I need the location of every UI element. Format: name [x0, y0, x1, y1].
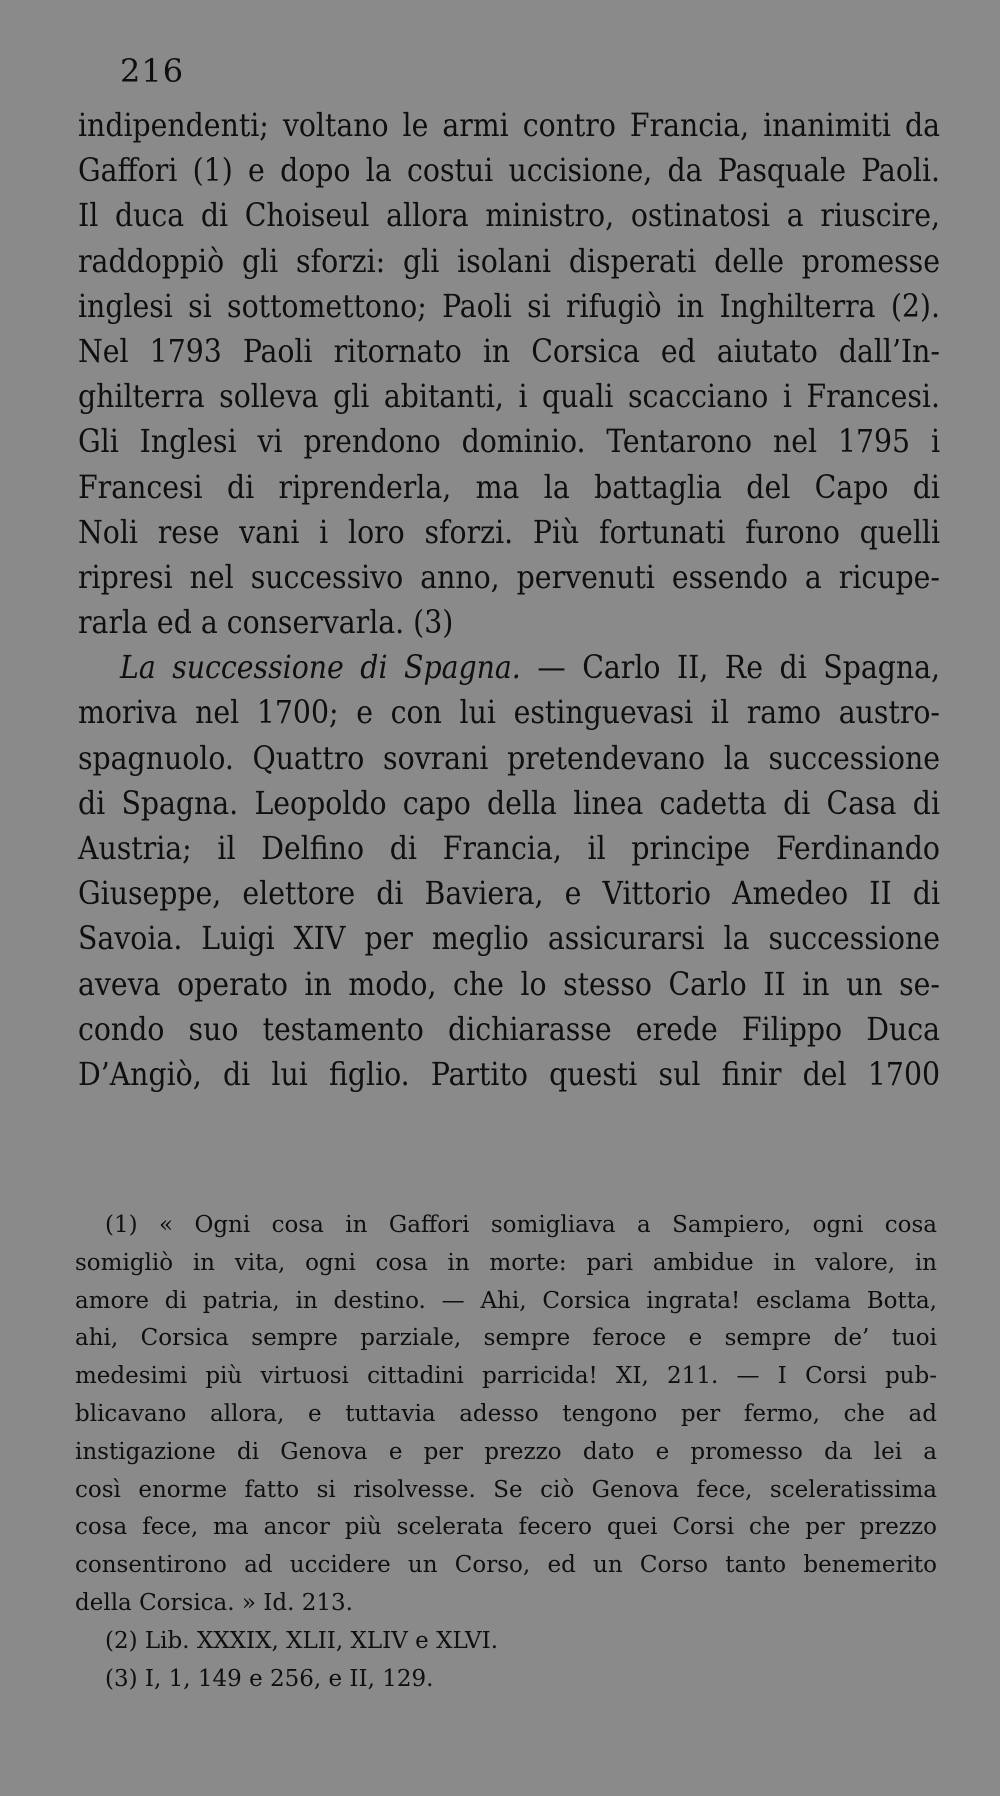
footnote-line: medesimi più virtuosi cittadini parricida! XI, 211. — I Corsi pub-	[75, 1363, 937, 1390]
text-line: condo suo testamento dichiarasse erede Filippo Duca	[78, 1011, 940, 1048]
section-heading-continuation: — Carlo II, Re di Spagna,	[537, 650, 941, 687]
text-line: D’Angiò, di lui figlio. Partito questi sul finir del 1700	[78, 1056, 940, 1093]
text-line: ghilterra solleva gli abitanti, i quali scacciano i Francesi.	[78, 379, 940, 416]
text-line: indipendenti; voltano le armi contro Francia, inanimiti da	[78, 108, 940, 144]
footnote-line: così enorme fatto si risolvesse. Se ciò Genova fece, sceleratissima	[75, 1476, 937, 1503]
text-line: inglesi si sottomettono; Paoli si rifugiò in Inghilterra (2).	[78, 288, 940, 325]
footnote-line: blicavano allora, e tuttavia adesso tengono per fermo, che ad	[75, 1400, 937, 1427]
footnote-line: amore di patria, in destino. — Ahi, Corsica ingrata! esclama Botta,	[75, 1287, 937, 1314]
footnote-line: consentirono ad uccidere un Corso, ed un Corso tanto benemerito	[75, 1552, 937, 1579]
text-line: Savoia. Luigi XIV per meglio assicurarsi la successione	[78, 921, 940, 958]
text-line: Gaffori (1) e dopo la costui uccisione, da Pasquale Paoli.	[78, 153, 940, 190]
footnote-line: della Corsica. » Id. 213.	[75, 1589, 353, 1616]
main-text	[78, 104, 940, 1098]
text-line: ripresi nel successivo anno, pervenuti essendo a ricupe-	[78, 559, 940, 596]
footnote-reference: (2) Lib. XXXIX, XLII, XLIV e XLVI.	[105, 1627, 499, 1654]
text-line: di Spagna. Leopoldo capo della linea cadetta di Casa di	[78, 785, 940, 822]
text-line: moriva nel 1700; e con lui estinguevasi il ramo austro-	[78, 695, 940, 732]
section-heading-line	[78, 646, 940, 691]
footnote-line: somigliò in vita, ogni cosa in morte: pari ambidue in valore, in	[75, 1249, 937, 1276]
page-number: 216	[120, 52, 185, 90]
section-heading: La successione di Spagna.	[120, 650, 521, 687]
text-line: raddoppiò gli sforzi: gli isolani disperati delle promesse	[78, 243, 940, 280]
text-line: Francesi di riprenderla, ma la battaglia del Capo di	[78, 469, 940, 506]
footnote-line: (1) « Ogni cosa in Gaffori somigliava a Sampiero, ogni cosa	[105, 1212, 937, 1238]
text-line: Noli rese vani i loro sforzi. Più fortunati furono quelli	[78, 514, 940, 551]
text-line: Nel 1793 Paoli ritornato in Corsica ed aiutato dall’In-	[78, 333, 940, 370]
text-line: rarla ed a conservarla. (3)	[78, 605, 454, 642]
text-line: Austria; il Delfino di Francia, il principe Ferdinando	[78, 831, 940, 867]
footnote-line: ahi, Corsica sempre parziale, sempre feroce e sempre de’ tuoi	[75, 1325, 937, 1352]
text-line: Gli Inglesi vi prendono dominio. Tentarono nel 1795 i	[78, 424, 940, 461]
text-line: aveva operato in modo, che lo stesso Carlo II in un se-	[78, 966, 940, 1003]
text-line: Giuseppe, elettore di Baviera, e Vittorio Amedeo II di	[78, 876, 940, 913]
footnote-line: instigazione di Genova e per prezzo dato e promesso da lei a	[75, 1438, 937, 1465]
footnote-line: cosa fece, ma ancor più scelerata fecero quei Corsi che per prezzo	[75, 1514, 937, 1541]
text-line: spagnuolo. Quattro sovrani pretendevano la successione	[78, 740, 940, 777]
footnotes	[75, 1207, 937, 1698]
text-line: Il duca di Choiseul allora ministro, ostinatosi a riuscire,	[78, 198, 940, 235]
footnote-reference: (3) I, 1, 149 e 256, e II, 129.	[105, 1665, 434, 1692]
